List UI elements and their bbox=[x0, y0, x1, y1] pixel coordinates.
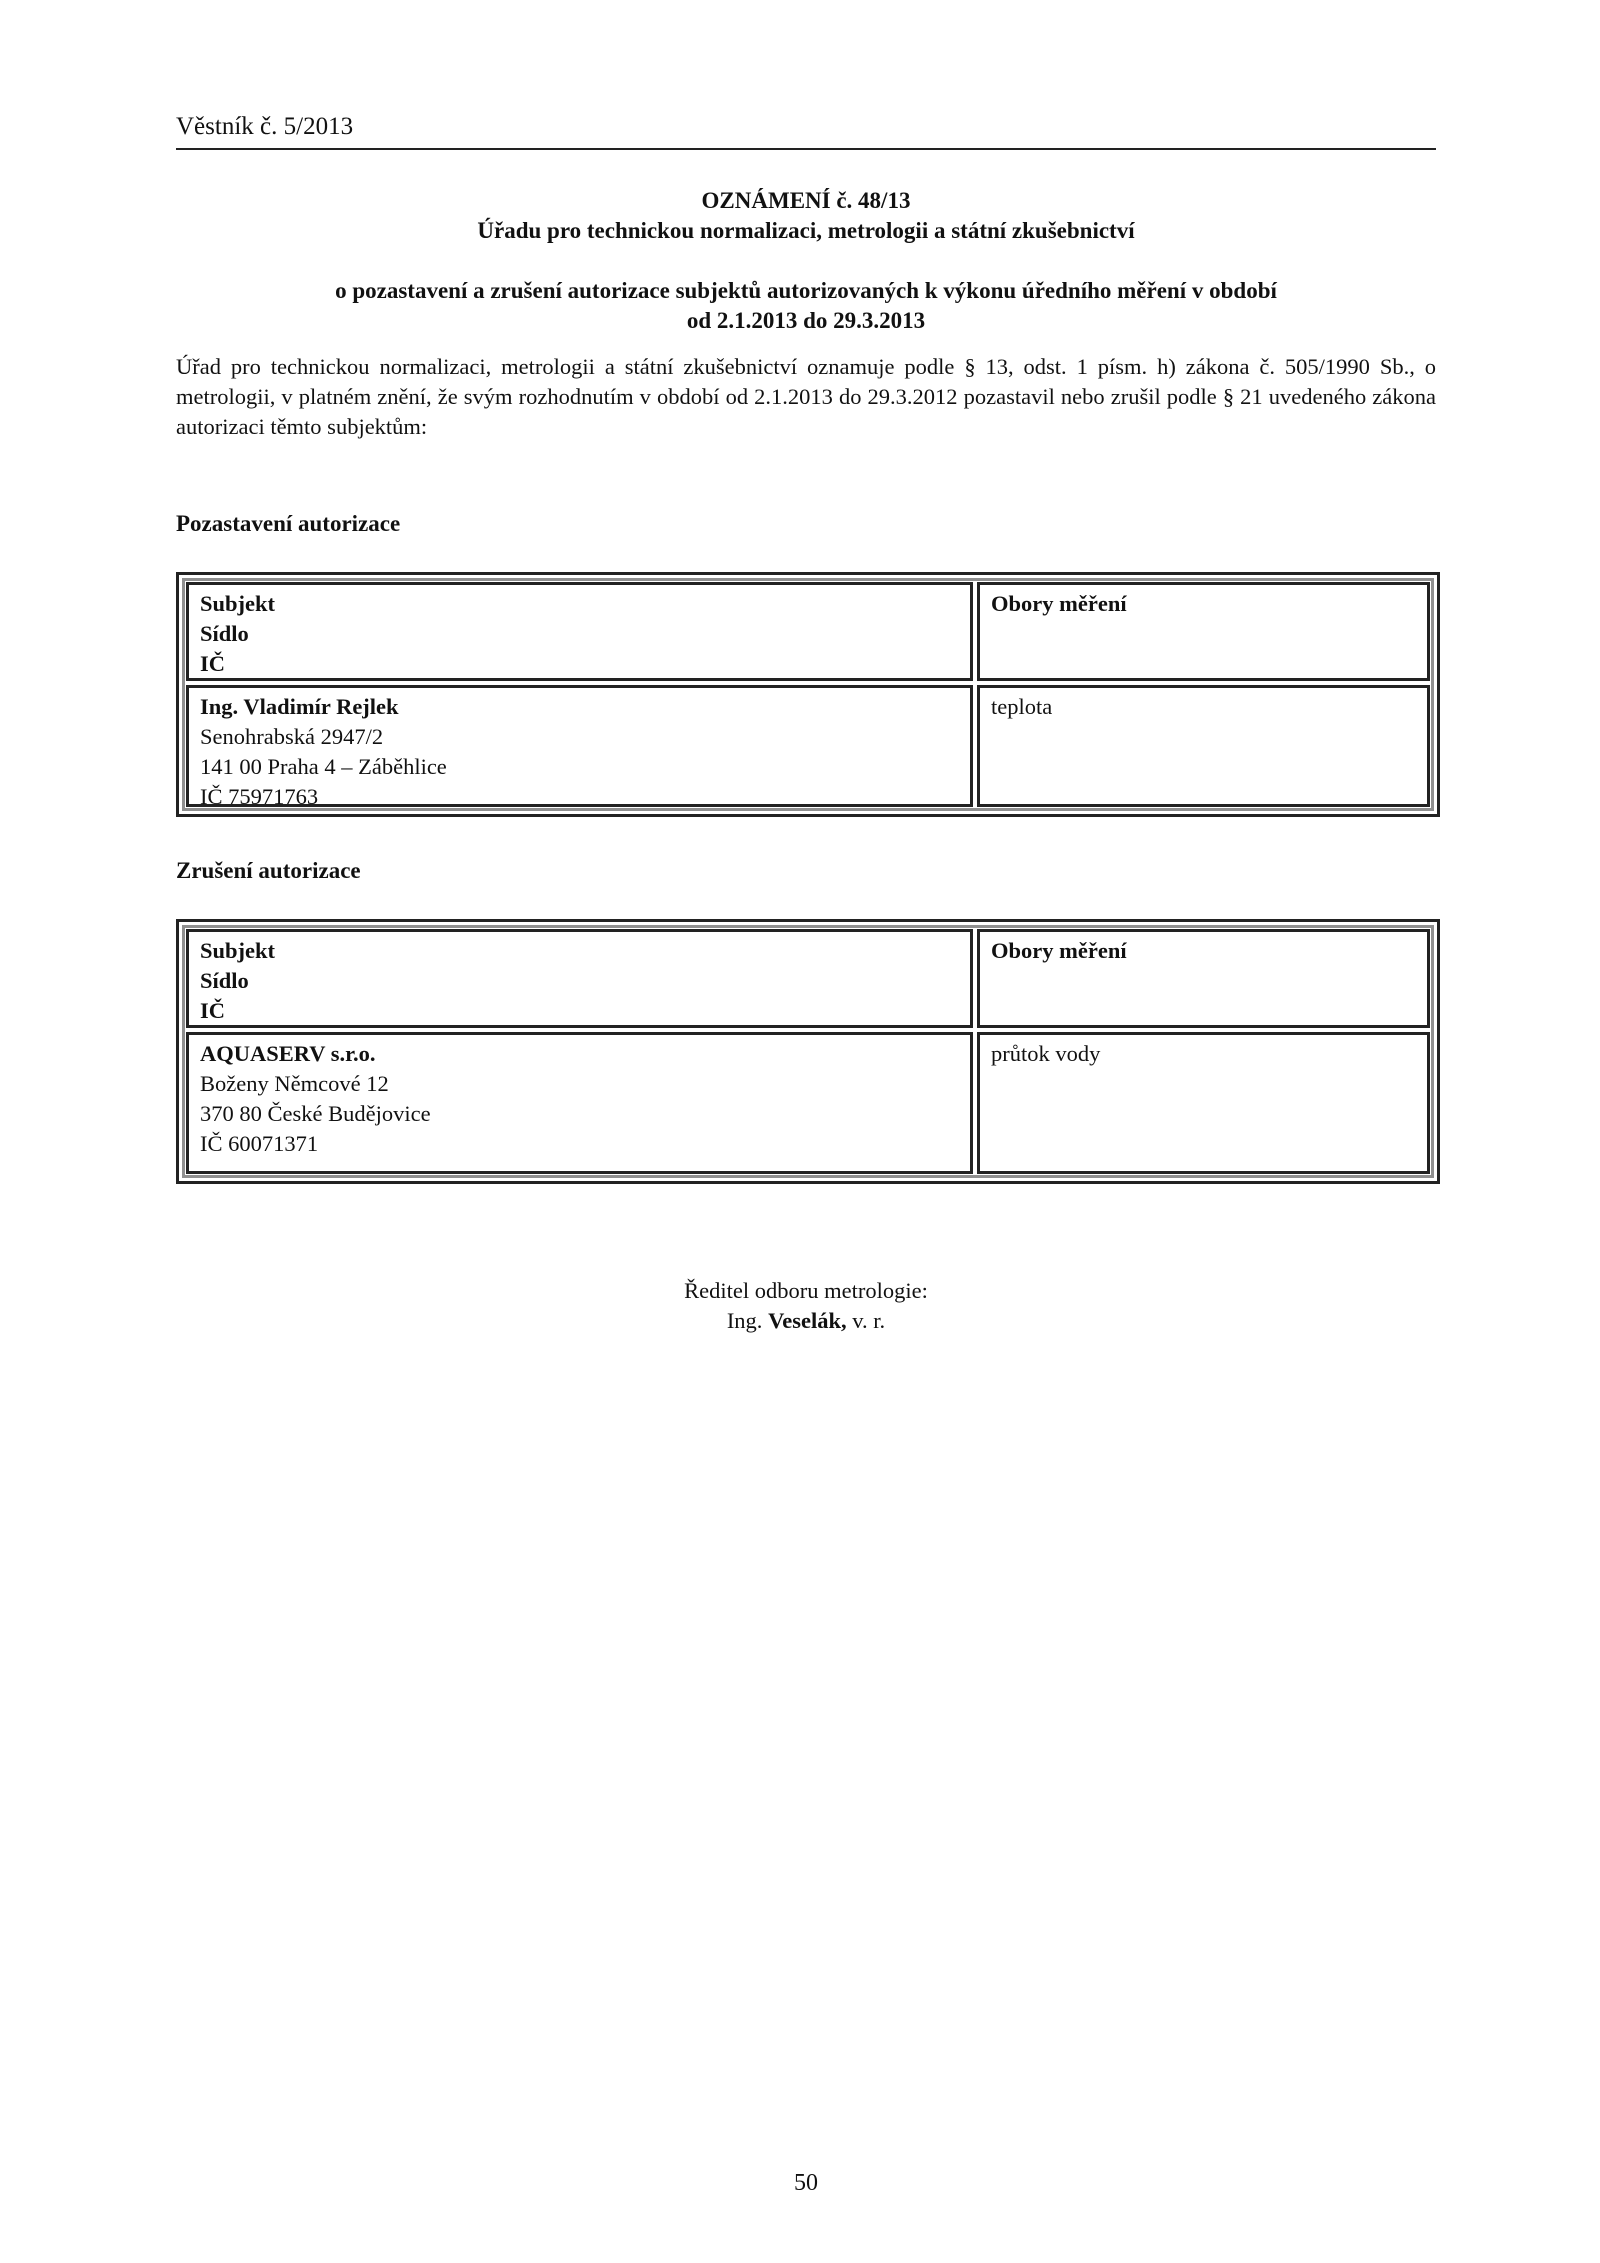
subject-street: Boženy Němcové 12 bbox=[200, 1071, 389, 1096]
signature-prefix: Ing. bbox=[726, 1308, 769, 1333]
notice-subject-line-1: o pozastavení a zrušení autorizace subjektů autorizovaných k výkonu úředního měření v období bbox=[335, 278, 1277, 303]
subject-name: AQUASERV s.r.o. bbox=[200, 1041, 376, 1066]
fields-header-cell: Obory měření bbox=[977, 929, 1430, 1028]
subject-header-cell bbox=[186, 929, 973, 1028]
signature-block bbox=[176, 1276, 1436, 1336]
signature-suffix: v. r. bbox=[846, 1308, 886, 1333]
ic-label: IČ bbox=[200, 651, 226, 676]
subject-ic: IČ 75971763 bbox=[200, 784, 319, 809]
seat-label: Sídlo bbox=[200, 968, 249, 993]
intro-paragraph: Úřad pro technickou normalizaci, metrologii a státní zkušebnictví oznamuje podle § 13, odst. 1 písm. h) zákona č. 505/1990 Sb., o metrologii, v platném znění, že svým rozhodnutím v období od 2.1.2013 do 29.3.2012 pozastavil nebo zrušil podle § 21 uvedeného zákona autorizaci těmto subjektům: bbox=[176, 354, 1436, 439]
notice-subject-line-2: od 2.1.2013 do 29.3.2013 bbox=[686, 308, 926, 333]
subject-city: 370 80 České Budějovice bbox=[200, 1101, 431, 1126]
subject-ic: IČ 60071371 bbox=[200, 1131, 319, 1156]
fields-header-cell: Obory měření bbox=[977, 582, 1430, 681]
cancellation-table bbox=[176, 919, 1440, 1184]
signature-role: Ředitel odboru metrologie: bbox=[684, 1278, 928, 1303]
subject-label: Subjekt bbox=[200, 591, 276, 616]
cancellation-heading: Zrušení autorizace bbox=[176, 858, 361, 883]
subject-header-cell bbox=[186, 582, 973, 681]
notice-number: OZNÁMENÍ č. 48/13 bbox=[701, 188, 911, 213]
journal-header: Věstník č. 5/2013 bbox=[176, 112, 1436, 150]
suspension-heading: Pozastavení autorizace bbox=[176, 511, 401, 536]
subject-label: Subjekt bbox=[200, 938, 276, 963]
signature-name-line bbox=[176, 1306, 1436, 1336]
fields-cell: teplota bbox=[977, 685, 1430, 807]
subject-city: 141 00 Praha 4 – Záběhlice bbox=[200, 754, 447, 779]
suspension-table bbox=[176, 572, 1440, 817]
subject-street: Senohrabská 2947/2 bbox=[200, 724, 384, 749]
fields-cell: průtok vody bbox=[977, 1032, 1430, 1174]
subject-name: Ing. Vladimír Rejlek bbox=[200, 694, 399, 719]
notice-authority: Úřadu pro technickou normalizaci, metrologii a státní zkušebnictví bbox=[477, 218, 1135, 243]
signature-name: Veselák, bbox=[768, 1308, 847, 1333]
ic-label: IČ bbox=[200, 998, 226, 1023]
page-number: 50 bbox=[794, 2170, 818, 2196]
seat-label: Sídlo bbox=[200, 621, 249, 646]
subject-cell bbox=[186, 685, 973, 807]
subject-cell bbox=[186, 1032, 973, 1174]
